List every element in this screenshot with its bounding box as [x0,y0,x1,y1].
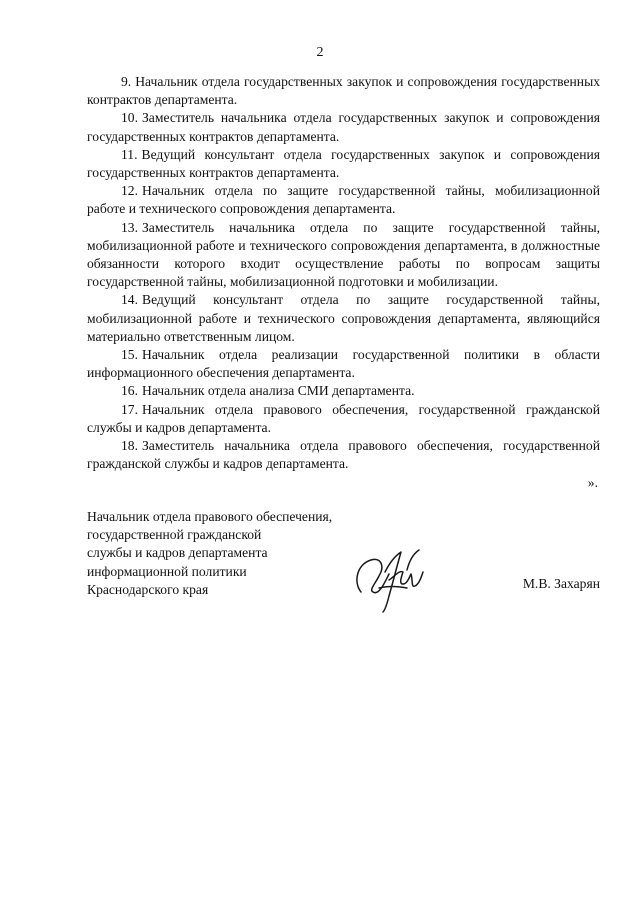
signature-block [87,508,600,608]
item-number: 14. [121,292,138,308]
list-item [87,109,600,145]
signer-title [87,508,332,599]
handwritten-signature [349,542,427,614]
item-number: 9. [121,74,132,89]
page-number: 2 [316,45,324,60]
item-text: Ведущий консультант отдела государственных закупок и сопровождения государственных контрактов департамента. [87,146,600,181]
list-item [87,346,600,382]
list-item [87,219,600,292]
item-number: 17. [121,401,138,417]
item-text: Заместитель начальника отдела государственных закупок и сопровождения государственных контрактов департамента. [87,110,600,144]
numbered-list [87,73,600,473]
list-item [87,73,600,109]
list-item [87,382,600,400]
signer-title-line: службы и кадров департамента [87,545,268,561]
signer-title-line: информационной политики [87,563,247,579]
item-text: Начальник отдела анализа СМИ департамента. [142,383,415,399]
list-item [87,182,600,218]
item-number: 18. [121,438,138,454]
list-item [87,437,600,473]
item-text: Начальник отдела правового обеспечения, государственной гражданской службы и кадров департамента. [87,401,600,435]
item-number: 12. [121,183,138,199]
item-text: Ведущий консультант отдела по защите государственной тайны, мобилизационной работе и технического сопровождения департамента, являющийся материально ответственным лицом. [87,292,600,344]
item-text: Начальник отдела по защите государственной тайны, мобилизационной работе и технического сопровождения департамента. [87,183,600,217]
closing-quote-mark: ». [587,475,598,490]
item-number: 16. [121,383,138,399]
signer-title-line: Начальник отдела правового обеспечения, [87,509,333,524]
item-text: Начальник отдела реализации государственной политики в области информационного обеспечения департамента. [87,347,600,381]
item-number: 11. [121,146,138,162]
signer-name: М.В. Захарян [522,576,600,591]
item-number: 10. [121,110,138,126]
list-item [87,291,600,346]
signer-title-line: государственной гражданской [87,527,262,543]
list-item [87,146,600,182]
item-number: 13. [121,219,138,235]
signature-strokes [357,550,423,612]
list-item [87,401,600,437]
item-text: Начальник отдела государственных закупок и сопровождения государственных контрактов департамента. [87,74,600,108]
item-text: Заместитель начальника отдела правового обеспечения, государственной гражданской службы и кадров департамента. [87,438,600,472]
item-text: Заместитель начальника отдела по защите государственной тайны, мобилизационной работе и технического сопровождения департамента, в должностные обязанности которого входит осуществление работы по вопросам защиты государственной тайны, мобилизационной подготовки и мобилизации. [87,219,600,290]
signer-title-line: Краснодарского края [87,581,209,597]
item-number: 15. [121,347,138,363]
